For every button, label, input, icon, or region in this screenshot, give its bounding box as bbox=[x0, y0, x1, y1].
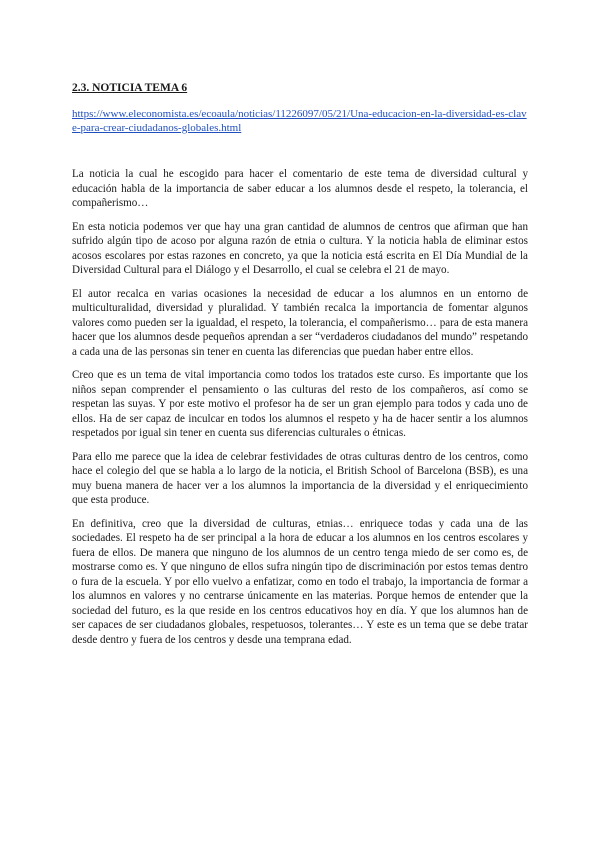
paragraph-intro: La noticia la cual he escogido para hacer el comentario de este tema de diversidad cultural y educación habla de la importancia de saber educar a los alumnos desde el respeto, la tolerancia, el compañerismo… bbox=[72, 168, 528, 209]
paragraph-author-values: El autor recalca en varias ocasiones la necesidad de educar a los alumnos en un entorno de multiculturalidad, diversidad y pluralidad. Y también recalca la importancia de fomentar algunos valores como pueden ser la igualdad, el respeto, la tolerancia, el compañerismo… para de esta manera hacer que los alumnos desde pequeños aprendan a ser “verdaderos ciudadanos del mundo” respetando a cada una de las personas sin tener en cuenta las diferencias que puedan haber entre ellos. bbox=[72, 287, 528, 358]
news-article-link[interactable]: https://www.eleconomista.es/ecoaula/noticias/11226097/05/21/Una-educacion-en-la-diversidad-es-clave-para-crear-ciudadanos-globales.html bbox=[72, 108, 527, 134]
section-heading: 2.3. NOTICIA TEMA 6 bbox=[72, 82, 188, 94]
paragraph-conclusion: En definitiva, creo que la diversidad de culturas, etnias… enriquece todas y cada una de las sociedades. El respeto ha de ser principal a la hora de educar a los alumnos en los centros escolares y fuera de ellos. De manera que ninguno de los alumnos de un centro tenga miedo de ser como es, de mostrarse como es. Y que ninguno de ellos sufra ningún tipo de discriminación por estos temas dentro o fura de la escuela. Y por ello vuelvo a enfatizar, como en todo el trabajo, la importancia de formar a los alumnos en valores y no centrarse únicamente en las materias. Porque hemos de entender que la sociedad del futuro, es la que reside en los centros educativos hoy en día. Y que los alumnos han de ser capaces de ser ciudadanos globales, respetuosos, tolerantes… Y este es un tema que se debe tratar desde dentro y fuera de los centros y desde una temprana edad. bbox=[72, 517, 528, 646]
paragraph-opinion: Creo que es un tema de vital importancia como todos los tratados este curso. Es importante que los niños sepan comprender el pensamiento o las culturas del resto de los compañeros, así como se respetan las suyas. Y por este motivo el profesor ha de ser un gran ejemplo para todos y cada uno de ellos. Ha de ser capaz de inculcar en todos los alumnos el respeto y ha de hacer sentir a los alumnos respetados por igual sin tener en cuenta sus diferencias culturales o étnicas. bbox=[72, 369, 528, 439]
paragraph-news-summary: En esta noticia podemos ver que hay una gran cantidad de alumnos de centros que afirman que han sufrido algún tipo de acoso por alguna razón de etnia o cultura. Y la noticia habla de eliminar estos acosos escolares por estas razones en concreto, ya que la noticia está escrita en El Día Mundial de la Diversidad Cultural para el Diálogo y el Desarrollo, el cual se celebra el 21 de mayo. bbox=[72, 220, 528, 276]
document-page bbox=[72, 81, 528, 656]
paragraph-festivities: Para ello me parece que la idea de celebrar festividades de otras culturas dentro de los centros, como hace el colegio del que se habla a lo largo de la noticia, el British School of Barcelona (BSB), es una muy buena manera de hacer ver a los alumnos la importancia de la diversidad y el enriquecimiento que esta produce. bbox=[72, 450, 528, 506]
